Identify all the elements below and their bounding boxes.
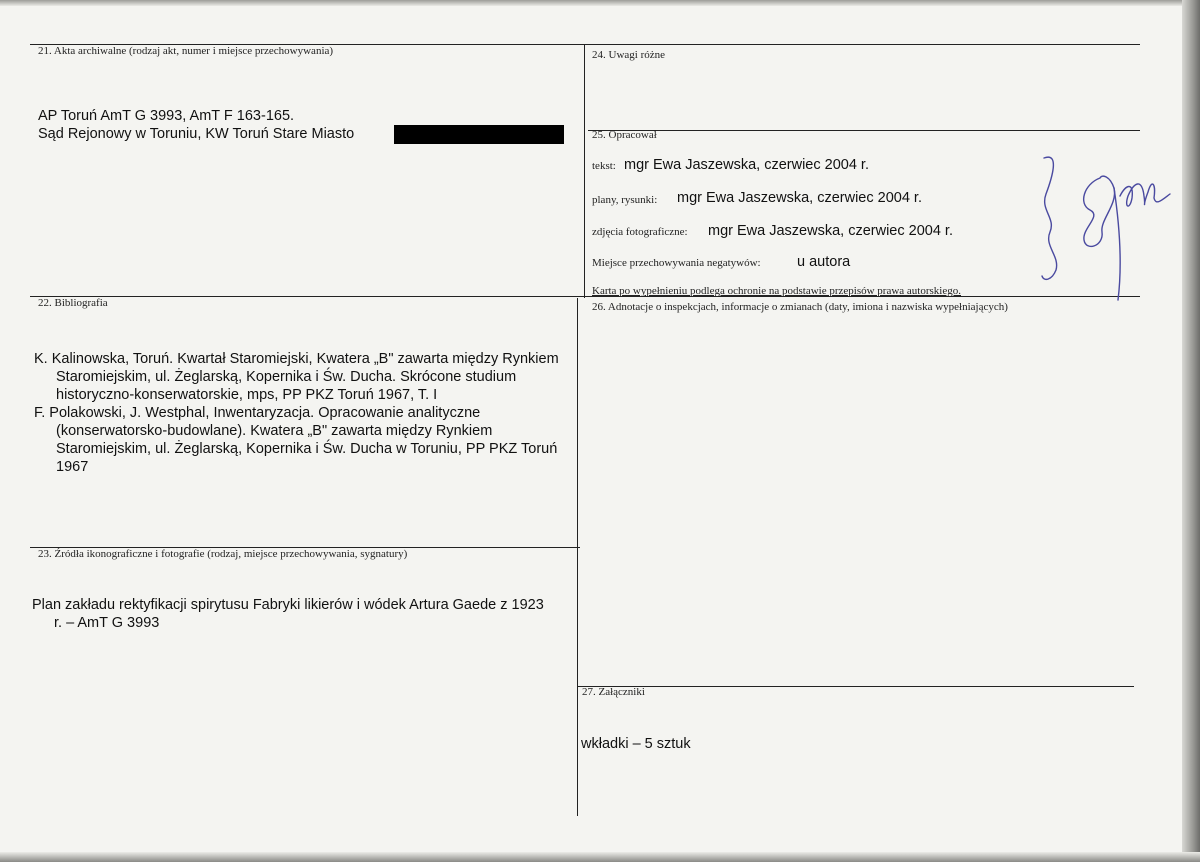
section-27-label: 27. Załączniki bbox=[582, 686, 645, 698]
section-26-label: 26. Adnotacje o inspekcjach, informacje o zmianach (daty, imiona i nazwiska wypełniających) bbox=[592, 301, 1008, 313]
zdjecia-label: zdjęcia fotograficzne: bbox=[592, 226, 688, 238]
handwritten-signature bbox=[1030, 148, 1180, 306]
negatives-location-label: Miejsce przechowywania negatywów: bbox=[592, 257, 761, 269]
bibliography-list bbox=[34, 350, 569, 476]
iconographic-source-entry: Plan zakładu rektyfikacji spirytusu Fabryki likierów i wódek Artura Gaede z 1923 r. – AmT G 3993 bbox=[32, 597, 544, 631]
rule-26-27 bbox=[578, 686, 1134, 687]
plany-value: mgr Ewa Jaszewska, czerwiec 2004 r. bbox=[677, 190, 922, 206]
section-21-label: 21. Akta archiwalne (rodzaj akt, numer i miejsce przechowywania) bbox=[38, 45, 334, 57]
rule-21-22 bbox=[30, 296, 1140, 297]
tekst-label: tekst: bbox=[592, 160, 616, 172]
scan-edge-top bbox=[0, 0, 1200, 6]
iconographic-sources bbox=[32, 596, 552, 632]
plany-label: plany, rysunki: bbox=[592, 194, 658, 206]
section-24-label: 24. Uwagi różne bbox=[592, 49, 666, 61]
column-divider-lower bbox=[577, 298, 578, 816]
archival-records-line-2: Sąd Rejonowy w Toruniu, KW Toruń Stare Miasto bbox=[38, 126, 355, 142]
scan-edge-bottom bbox=[0, 852, 1200, 862]
copyright-note: Karta po wypełnieniu podlega ochronie na podstawie przepisów prawa autorskiego. bbox=[592, 285, 961, 297]
section-25-label: 25. Opracował bbox=[592, 129, 657, 141]
redacted-block bbox=[394, 125, 564, 144]
section-23-label: 23. Źródła ikonograficzne i fotografie (rodzaj, miejsce przechowywania, sygnatury) bbox=[38, 548, 408, 560]
bibliography-entry: K. Kalinowska, Toruń. Kwartał Staromiejski, Kwatera „B" zawarta między Rynkiem Staromiejskim, ul. Żeglarską, Kopernika i Św. Ducha. Skrócone studium historyczno-konserwatorskie, mps, PP PKZ Toruń 1967, T. I bbox=[34, 351, 559, 403]
scan-edge-right bbox=[1182, 0, 1200, 862]
negatives-location-value: u autora bbox=[797, 254, 851, 270]
rule-24-25 bbox=[588, 130, 1140, 131]
zdjecia-value: mgr Ewa Jaszewska, czerwiec 2004 r. bbox=[708, 223, 953, 239]
bibliography-entry: F. Polakowski, J. Westphal, Inwentaryzacja. Opracowanie analityczne (konserwatorsko-budowlane). Kwatera „B" zawarta między Rynkiem Staromiejskim, ul. Żeglarską, Kopernika i Św. Ducha w Toruniu, PP PKZ Toruń 1967 bbox=[34, 405, 558, 475]
archival-records-line-1: AP Toruń AmT G 3993, AmT F 163-165. bbox=[38, 108, 295, 124]
section-22-label: 22. Bibliografia bbox=[38, 297, 108, 309]
column-divider-upper bbox=[584, 44, 585, 298]
tekst-value: mgr Ewa Jaszewska, czerwiec 2004 r. bbox=[624, 157, 869, 173]
attachments-value: wkładki – 5 sztuk bbox=[581, 736, 691, 752]
